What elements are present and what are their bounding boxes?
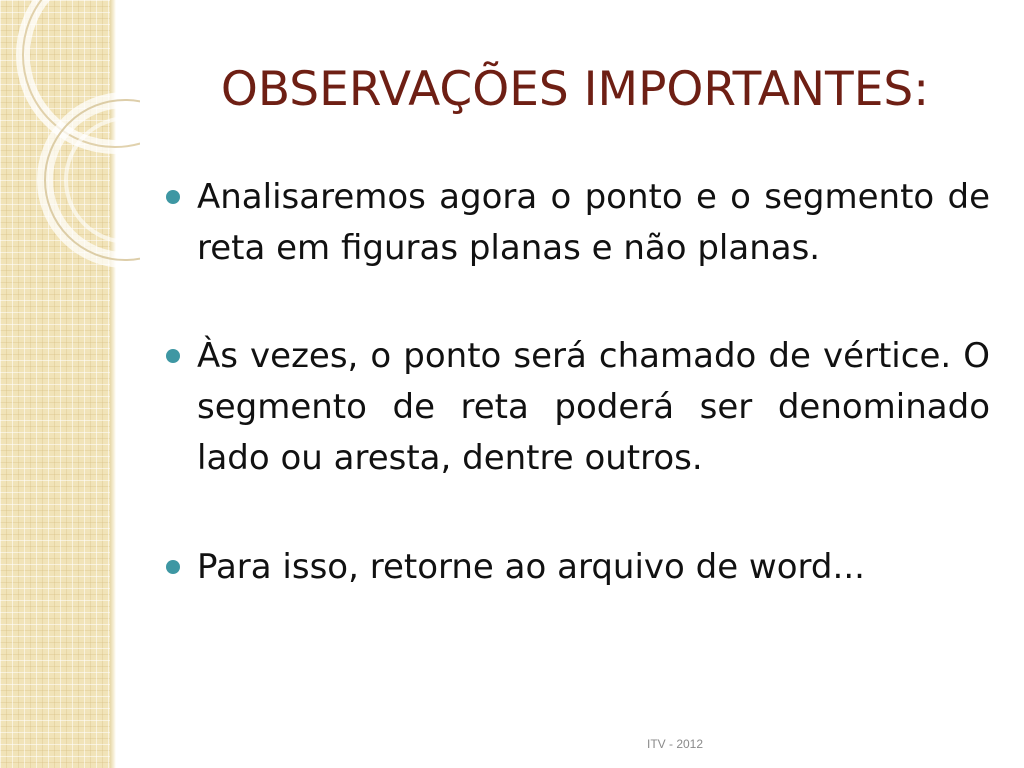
bullet-text: Para isso, retorne ao arquivo de word... [197, 547, 865, 587]
bullet-list [160, 172, 990, 593]
bullet-text: Às vezes, o ponto será chamado de vértice. O segmento de reta poderá ser denominado lado ou aresta, dentre outros. [197, 336, 990, 478]
bullet-item [160, 542, 990, 593]
bullet-dot-icon [166, 349, 180, 363]
bullet-item [160, 172, 990, 274]
decorative-rings-icon [0, 0, 140, 300]
bullet-dot-icon [166, 190, 180, 204]
bullet-text: Analisaremos agora o ponto e o segmento de reta em figuras planas e não planas. [197, 177, 990, 268]
slide-title: OBSERVAÇÕES IMPORTANTES: [220, 62, 930, 117]
slide-footer: ITV - 2012 [646, 737, 704, 751]
bullet-dot-icon [166, 560, 180, 574]
bullet-item [160, 331, 990, 484]
